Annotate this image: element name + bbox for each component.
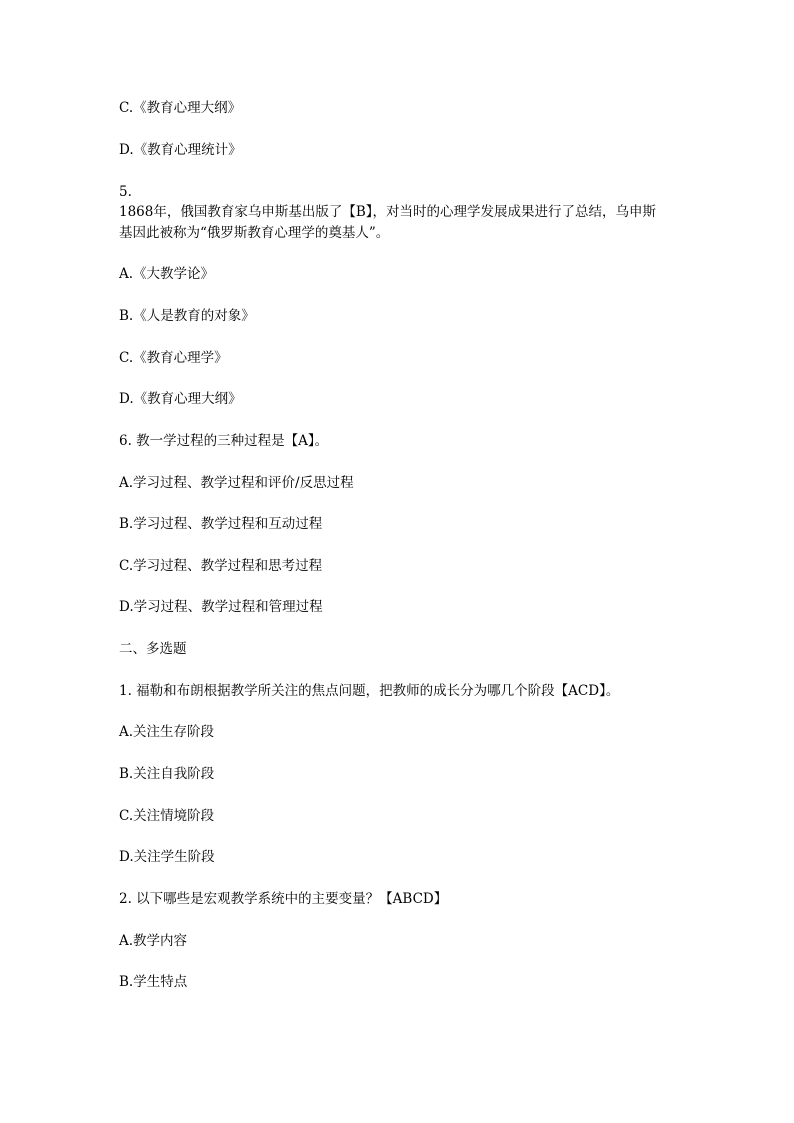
q4-option-d: D.《教育心理统计》	[119, 142, 242, 158]
q4-option-c: C.《教育心理大纲》	[119, 100, 242, 116]
m1-option-d: D.关注学生阶段	[119, 849, 215, 865]
q6-option-d: D.学习过程、教学过程和管理过程	[119, 599, 323, 615]
q6-stem: 6. 教一学过程的三种过程是【A】。	[119, 433, 329, 449]
q6-option-c: C.学习过程、教学过程和思考过程	[119, 558, 323, 574]
q5-option-c: C.《教育心理学》	[119, 350, 228, 366]
q6-option-a: A.学习过程、教学过程和评价/反思过程	[119, 475, 354, 491]
q5-number: 5.	[119, 184, 132, 200]
m1-option-c: C.关注情境阶段	[119, 808, 215, 824]
q5-option-a: A.《大教学论》	[119, 266, 215, 282]
section-title-multiple-choice: 二、多选题	[119, 641, 187, 657]
q5-option-d: D.《教育心理大纲》	[119, 391, 242, 407]
q5-option-b: B.《人是教育的对象》	[119, 308, 255, 324]
m2-stem: 2. 以下哪些是宏观教学系统中的主要变量？【ABCD】	[119, 891, 448, 907]
m1-option-b: B.关注自我阶段	[119, 766, 215, 782]
m1-stem: 1. 福勒和布朗根据教学所关注的焦点问题，把教师的成长分为哪几个阶段【ACD】。	[119, 683, 620, 699]
q6-option-b: B.学习过程、教学过程和互动过程	[119, 516, 323, 532]
q5-stem-line-1: 1868年，俄国教育家乌申斯基出版了【B】，对当时的心理学发展成果进行了总结，乌申斯	[119, 204, 657, 220]
q5-stem-line-2: 基因此被称为“俄罗斯教育心理学的奠基人”。	[119, 225, 390, 241]
m1-option-a: A.关注生存阶段	[119, 724, 215, 740]
m2-option-a: A.教学内容	[119, 933, 188, 949]
m2-option-b: B.学生特点	[119, 974, 188, 990]
